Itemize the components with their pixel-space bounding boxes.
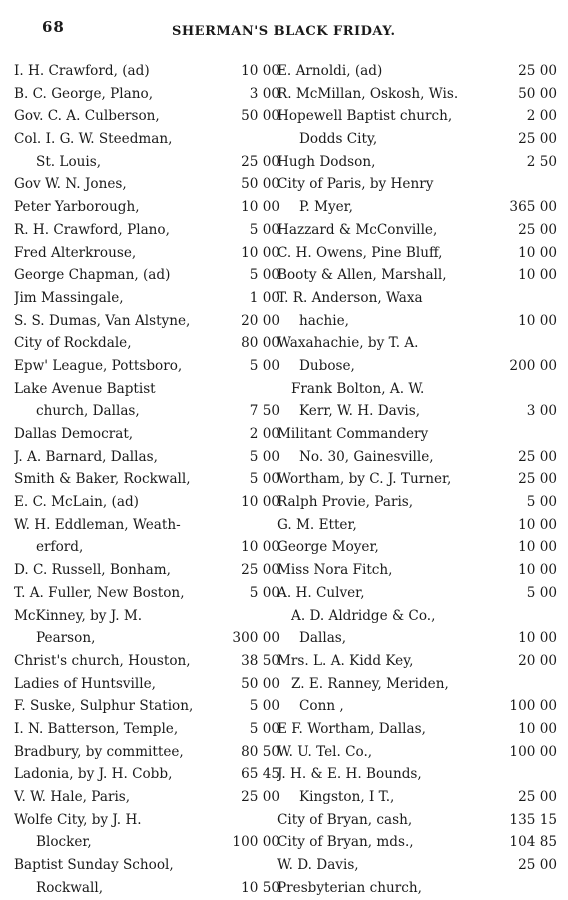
contribution-amount: 50 00 [241,675,280,692]
contributor-name: McKinney, by J. M. [14,607,143,624]
contributor-name: Presbyterian church, [277,879,422,896]
contribution-entry [14,695,280,718]
contributor-name: Ralph Provie, Paris, [277,494,414,511]
contribution-amount: 10 00 [518,312,557,329]
contribution-entry [277,763,557,786]
contribution-amount: 10 00 [241,199,280,216]
contribution-entry [14,128,280,151]
contribution-entry [14,287,280,310]
contribution-amount: 80 00 [241,335,280,352]
contributor-name: T. A. Fuller, New Boston, [14,584,185,601]
contribution-amount: 10 00 [518,516,557,533]
contributor-name: Rockwall, [36,879,104,896]
contribution-amount: 100 00 [509,743,557,760]
contribution-entry [277,355,557,378]
contributor-name: E. Arnoldi, (ad) [277,63,383,79]
contribution-entry [277,287,557,310]
contribution-entry [277,559,557,582]
contributor-name: Dallas, [299,630,347,647]
contribution-amount: 2 50 [526,153,557,170]
page-number: 68 [42,18,65,36]
contribution-amount: 7 50 [249,403,280,420]
contributor-name: Epw' League, Pottsboro, [14,357,183,374]
contribution-amount: 1 00 [249,289,280,306]
contributor-name: Baptist Sunday School, [14,857,174,874]
contribution-amount: 20 00 [241,312,280,329]
contribution-entry [277,151,557,174]
contribution-amount: 25 00 [518,471,557,488]
contributor-name: Waxahachie, by T. A. [277,335,419,352]
contributor-name: G. M. Etter, [277,516,357,533]
contribution-entry [277,105,557,128]
contribution-amount: 5 00 [249,448,280,465]
contribution-amount: 5 00 [249,267,280,284]
contribution-amount: 5 00 [526,494,557,511]
contribution-entry [14,219,280,242]
contributor-name: Pearson, [36,630,96,647]
contribution-entry [14,741,280,764]
contributor-name: W. D. Davis, [277,857,359,874]
contribution-entry [14,242,280,265]
contribution-amount: 5 00 [249,584,280,601]
contributor-name: S. S. Dumas, Van Alstyne, [14,312,191,329]
contributor-name: Lake Avenue Baptist [14,380,156,397]
contribution-amount: 25 00 [518,63,557,79]
contribution-amount: 100 00 [509,698,557,715]
contribution-entry [277,332,557,355]
contribution-entry [277,786,557,809]
contribution-entry [277,718,557,741]
contribution-amount: 5 00 [249,221,280,238]
contribution-amount: 25 00 [518,448,557,465]
contributor-name: A. D. Aldridge & Co., [291,607,436,624]
contribution-entry [14,627,280,650]
contribution-amount: 5 00 [249,698,280,715]
contribution-entry [277,446,557,469]
contributor-name: Blocker, [36,834,92,851]
contribution-amount: 5 00 [249,357,280,374]
contributor-name: I. N. Batterson, Temple, [14,720,179,737]
contributor-name: J. A. Barnard, Dallas, [14,448,158,465]
contribution-entry [277,219,557,242]
contribution-entry [277,627,557,650]
contributor-name: E. C. McLain, (ad) [14,494,139,511]
contribution-amount: 200 00 [509,357,557,374]
contributor-name: hachie, [299,312,349,329]
contribution-entry [277,242,557,265]
contribution-amount: 25 00 [241,153,280,170]
contribution-amount: 5 00 [526,584,557,601]
contributor-name: Fred Alterkrouse, [14,244,137,261]
contributor-name: St. Louis, [36,153,102,170]
contribution-amount: 10 00 [518,720,557,737]
contributor-name: Kerr, W. H. Davis, [299,403,421,420]
left-column [14,60,280,899]
contribution-amount: 25 00 [518,221,557,238]
contributor-name: Dubose, [299,357,355,374]
contribution-entry [277,83,557,106]
contribution-entry [277,128,557,151]
contribution-entry [14,151,280,174]
contribution-entry [277,582,557,605]
contributor-name: Ladonia, by J. H. Cobb, [14,766,173,783]
contribution-entry [277,173,557,196]
contribution-amount: 10 50 [241,879,280,896]
contribution-entry [14,173,280,196]
contribution-entry [14,378,280,401]
contribution-entry [14,310,280,333]
contribution-amount: 3 00 [249,85,280,102]
contribution-entry [14,718,280,741]
contributor-name: T. R. Anderson, Waxa [277,289,423,306]
contribution-entry [14,831,280,854]
contribution-entry [14,264,280,287]
contribution-amount: 2 00 [249,426,280,442]
contribution-entry [14,605,280,628]
contributor-name: J. H. & E. H. Bounds, [277,766,422,783]
contributor-name: Mrs. L. A. Kidd Key, [277,652,414,669]
contributor-name: Ladies of Huntsville, [14,675,156,692]
contribution-entry [14,650,280,673]
contributor-name: Peter Yarborough, [14,199,140,216]
contributor-name: B. C. George, Plano, [14,85,154,102]
contribution-amount: 104 85 [509,834,557,851]
contributor-name: Wortham, by C. J. Turner, [277,471,452,488]
contribution-entry [277,831,557,854]
contribution-amount: 20 00 [518,652,557,669]
running-head: SHERMAN'S BLACK FRIDAY. [172,24,396,39]
contributor-name: Gov. C. A. Culberson, [14,108,160,125]
contributor-name: Z. E. Ranney, Meriden, [291,675,449,692]
contribution-entry [277,673,557,696]
contribution-entry [277,854,557,877]
contribution-entry [14,536,280,559]
contribution-amount: 50 00 [241,108,280,125]
contribution-entry [277,741,557,764]
contribution-amount: 10 00 [241,539,280,556]
contributor-name: Dallas Democrat, [14,426,134,442]
contribution-entry [14,559,280,582]
contribution-entry [277,60,557,83]
contribution-entry [277,264,557,287]
contribution-entry [14,877,280,900]
contribution-amount: 135 15 [509,811,557,828]
contribution-amount: 65 45 [241,766,280,783]
contribution-amount: 25 00 [241,789,280,805]
contribution-entry [277,695,557,718]
contribution-amount: 10 00 [518,267,557,284]
contributor-name: Kingston, I T., [299,789,395,805]
contribution-entry [277,196,557,219]
contribution-entry [14,582,280,605]
contributor-name: R. H. Crawford, Plano, [14,221,170,238]
contribution-amount: 50 00 [518,85,557,102]
contribution-entry [14,809,280,832]
contribution-entry [14,854,280,877]
contributor-name: Booty & Allen, Marshall, [277,267,447,284]
right-column [277,60,557,899]
contribution-amount: 25 00 [241,562,280,579]
contributor-name: church, Dallas, [36,403,140,420]
contributor-name: erford, [36,539,84,556]
contribution-entry [14,673,280,696]
contribution-entry [14,105,280,128]
contribution-amount: 100 00 [232,834,280,851]
contribution-entry [14,332,280,355]
contribution-entry [14,446,280,469]
contribution-entry [14,196,280,219]
contributor-name: Wolfe City, by J. H. [14,811,142,828]
contributor-name: W. U. Tel. Co., [277,743,373,760]
contribution-amount: 80 50 [241,743,280,760]
contribution-entry [14,468,280,491]
contribution-entry [14,83,280,106]
contributor-name: W. H. Eddleman, Weath- [14,516,181,533]
contributor-name: City of Bryan, cash, [277,811,413,828]
contributor-name: Militant Commandery [277,426,429,442]
contribution-entry [277,468,557,491]
contribution-amount: 5 00 [249,471,280,488]
contribution-entry [14,355,280,378]
contributor-name: V. W. Hale, Paris, [14,789,131,805]
contribution-entry [14,400,280,423]
contribution-amount: 10 00 [241,244,280,261]
contributor-name: Conn , [299,698,344,715]
contribution-entry [277,877,557,900]
contributor-name: Jim Massingale, [14,289,124,306]
contributor-name: D. C. Russell, Bonham, [14,562,171,579]
contributor-name: P. Myer, [299,199,354,216]
contributor-name: City of Paris, by Henry [277,176,434,193]
contributor-name: R. McMillan, Oskosh, Wis. [277,85,459,102]
contribution-entry [277,491,557,514]
contribution-entry [277,423,557,446]
contribution-amount: 25 00 [518,789,557,805]
contribution-amount: 300 00 [232,630,280,647]
contributor-name: E F. Wortham, Dallas, [277,720,426,737]
contribution-amount: 25 00 [518,857,557,874]
contribution-entry [14,763,280,786]
contribution-amount: 10 00 [241,494,280,511]
contributor-name: George Moyer, [277,539,379,556]
contributor-name: Gov W. N. Jones, [14,176,127,193]
contribution-entry [277,809,557,832]
contributor-name: Hugh Dodson, [277,153,376,170]
contributor-name: No. 30, Gainesville, [299,448,434,465]
contribution-amount: 38 50 [241,652,280,669]
contribution-entry [277,605,557,628]
contribution-entry [277,400,557,423]
contribution-amount: 10 00 [241,63,280,79]
contributor-name: Hopewell Baptist church, [277,108,453,125]
contributor-name: Bradbury, by committee, [14,743,184,760]
contributor-name: Col. I. G. W. Steedman, [14,131,173,148]
contributor-name: Smith & Baker, Rockwall, [14,471,191,488]
contribution-amount: 25 00 [518,131,557,148]
contributor-name: Hazzard & McConville, [277,221,438,238]
contributor-name: City of Bryan, mds., [277,834,414,851]
contributor-name: I. H. Crawford, (ad) [14,63,150,79]
contribution-amount: 5 00 [249,720,280,737]
contributor-name: C. H. Owens, Pine Bluff, [277,244,443,261]
contribution-entry [14,423,280,446]
contribution-amount: 2 00 [526,108,557,125]
contribution-amount: 10 00 [518,562,557,579]
contribution-entry [14,491,280,514]
contribution-entry [277,650,557,673]
contribution-entry [14,60,280,83]
contributor-name: George Chapman, (ad) [14,267,171,284]
contribution-entry [14,786,280,809]
contribution-entry [277,514,557,537]
contribution-amount: 50 00 [241,176,280,193]
contribution-amount: 10 00 [518,539,557,556]
contribution-entry [14,514,280,537]
contribution-entry [277,536,557,559]
contribution-entry [277,378,557,401]
contributor-name: Dodds City, [299,131,378,148]
contributor-name: F. Suske, Sulphur Station, [14,698,194,715]
contribution-amount: 3 00 [526,403,557,420]
contribution-amount: 10 00 [518,244,557,261]
contribution-amount: 365 00 [509,199,557,216]
contribution-amount: 10 00 [518,630,557,647]
contributor-name: Christ's church, Houston, [14,652,191,669]
contribution-entry [277,310,557,333]
contributor-name: Frank Bolton, A. W. [291,380,425,397]
contributor-name: City of Rockdale, [14,335,132,352]
contributor-name: Miss Nora Fitch, [277,562,393,579]
contributor-name: A. H. Culver, [277,584,365,601]
